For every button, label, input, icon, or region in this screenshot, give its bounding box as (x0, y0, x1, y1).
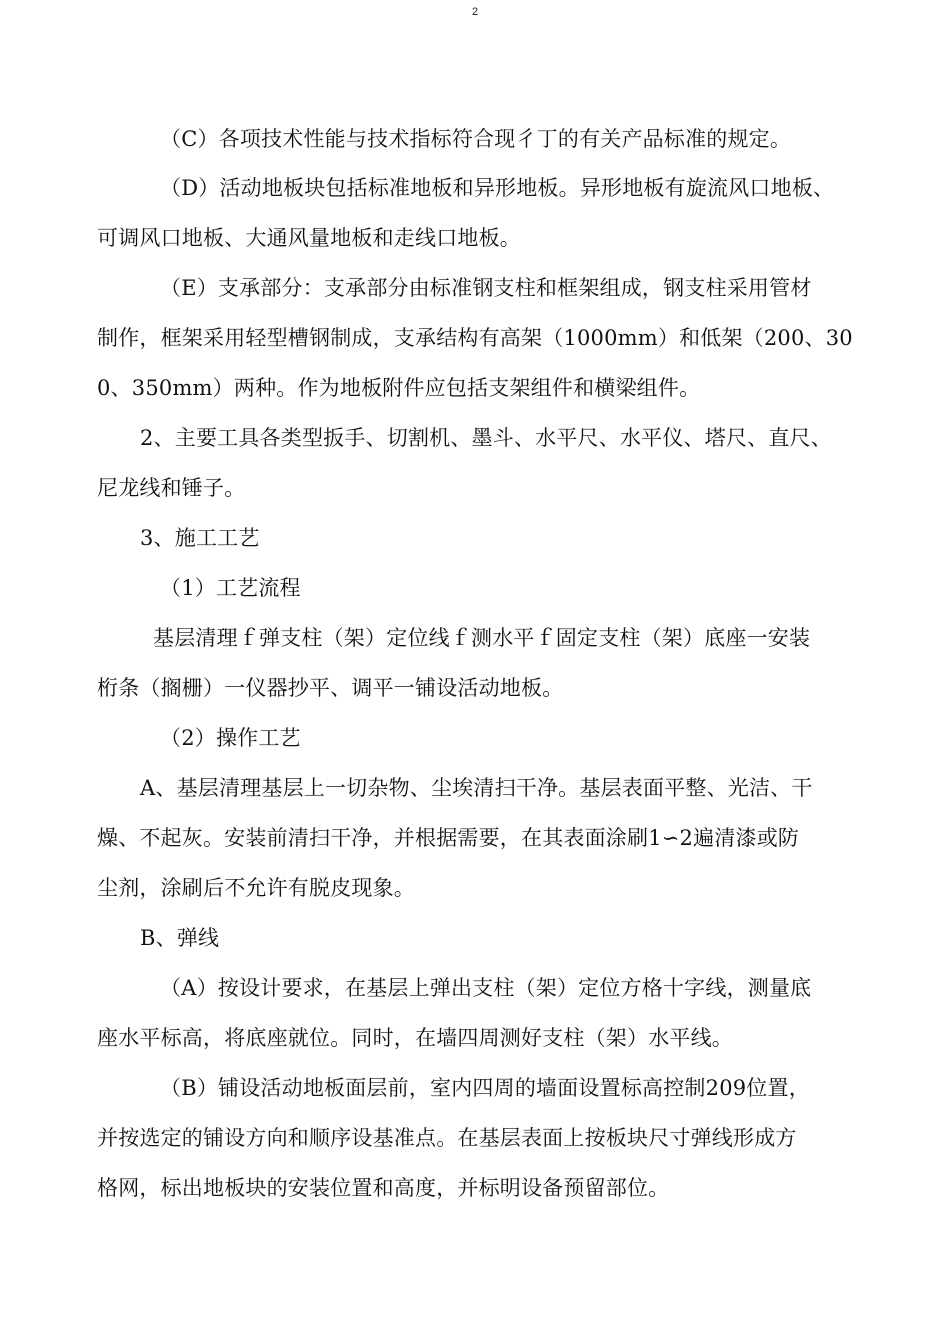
text-line: （C）各项技术性能与技术指标符合现彳丁的有关产品标准的规定。 (160, 127, 792, 151)
text-line: 并按选定的铺设方向和顺序设基准点。在基层表面上按板块尺寸弹线形成方 (97, 1126, 797, 1150)
text-line: （E）支承部分：支承部分由标准钢支柱和框架组成，钢支柱采用管材 (160, 276, 812, 300)
text-line: 尘剂，涂刷后不允许有脱皮现象。 (97, 876, 415, 900)
text-line: 格网，标出地板块的安装位置和高度，并标明设备预留部位。 (97, 1176, 670, 1200)
page-number: 2 (471, 6, 479, 18)
text-line: （1）工艺流程 (160, 576, 301, 600)
text-line: （2）操作工艺 (160, 726, 301, 750)
text-line: 制作，框架采用轻型槽钢制成，支承结构有高架（1000mm）和低架（200、30 (97, 326, 853, 350)
text-line: 燥、不起灰。安装前清扫干净，并根据需要，在其表面涂刷1∽2遍清漆或防 (97, 826, 800, 850)
text-line: （A）按设计要求，在基层上弹出支柱（架）定位方格十字线，测量底 (160, 976, 812, 1000)
text-line: 尼龙线和锤子。 (97, 476, 246, 500)
text-line: 座水平标高，将底座就位。同时，在墙四周测好支柱（架）水平线。 (97, 1026, 733, 1050)
text-line: A、基层清理基层上一切杂物、尘埃清扫干净。基层表面平整、光洁、干 (140, 776, 813, 800)
text-line: 2、主要工具各类型扳手、切割机、墨斗、水平尺、水平仪、塔尺、直尺、 (140, 426, 832, 450)
text-line: 基层清理ｆ弹支柱（架）定位线ｆ测水平ｆ固定支柱（架）底座一安装 (153, 626, 811, 650)
text-line: 可调风口地板、大通风量地板和走线口地板。 (97, 226, 521, 250)
text-line: B、弹线 (140, 926, 220, 950)
text-line: 0、350mm）两种。作为地板附件应包括支架组件和横梁组件。 (97, 376, 701, 400)
text-line: 3、施工工艺 (140, 526, 260, 550)
text-line: 桁条（搁栅）一仪器抄平、调平一铺设活动地板。 (97, 676, 564, 700)
text-line: （B）铺设活动地板面层前，室内四周的墙面设置标高控制209位置， (160, 1076, 810, 1100)
text-line: （D）活动地板块包括标准地板和异形地板。异形地板有旋流风口地板、 (160, 176, 835, 200)
